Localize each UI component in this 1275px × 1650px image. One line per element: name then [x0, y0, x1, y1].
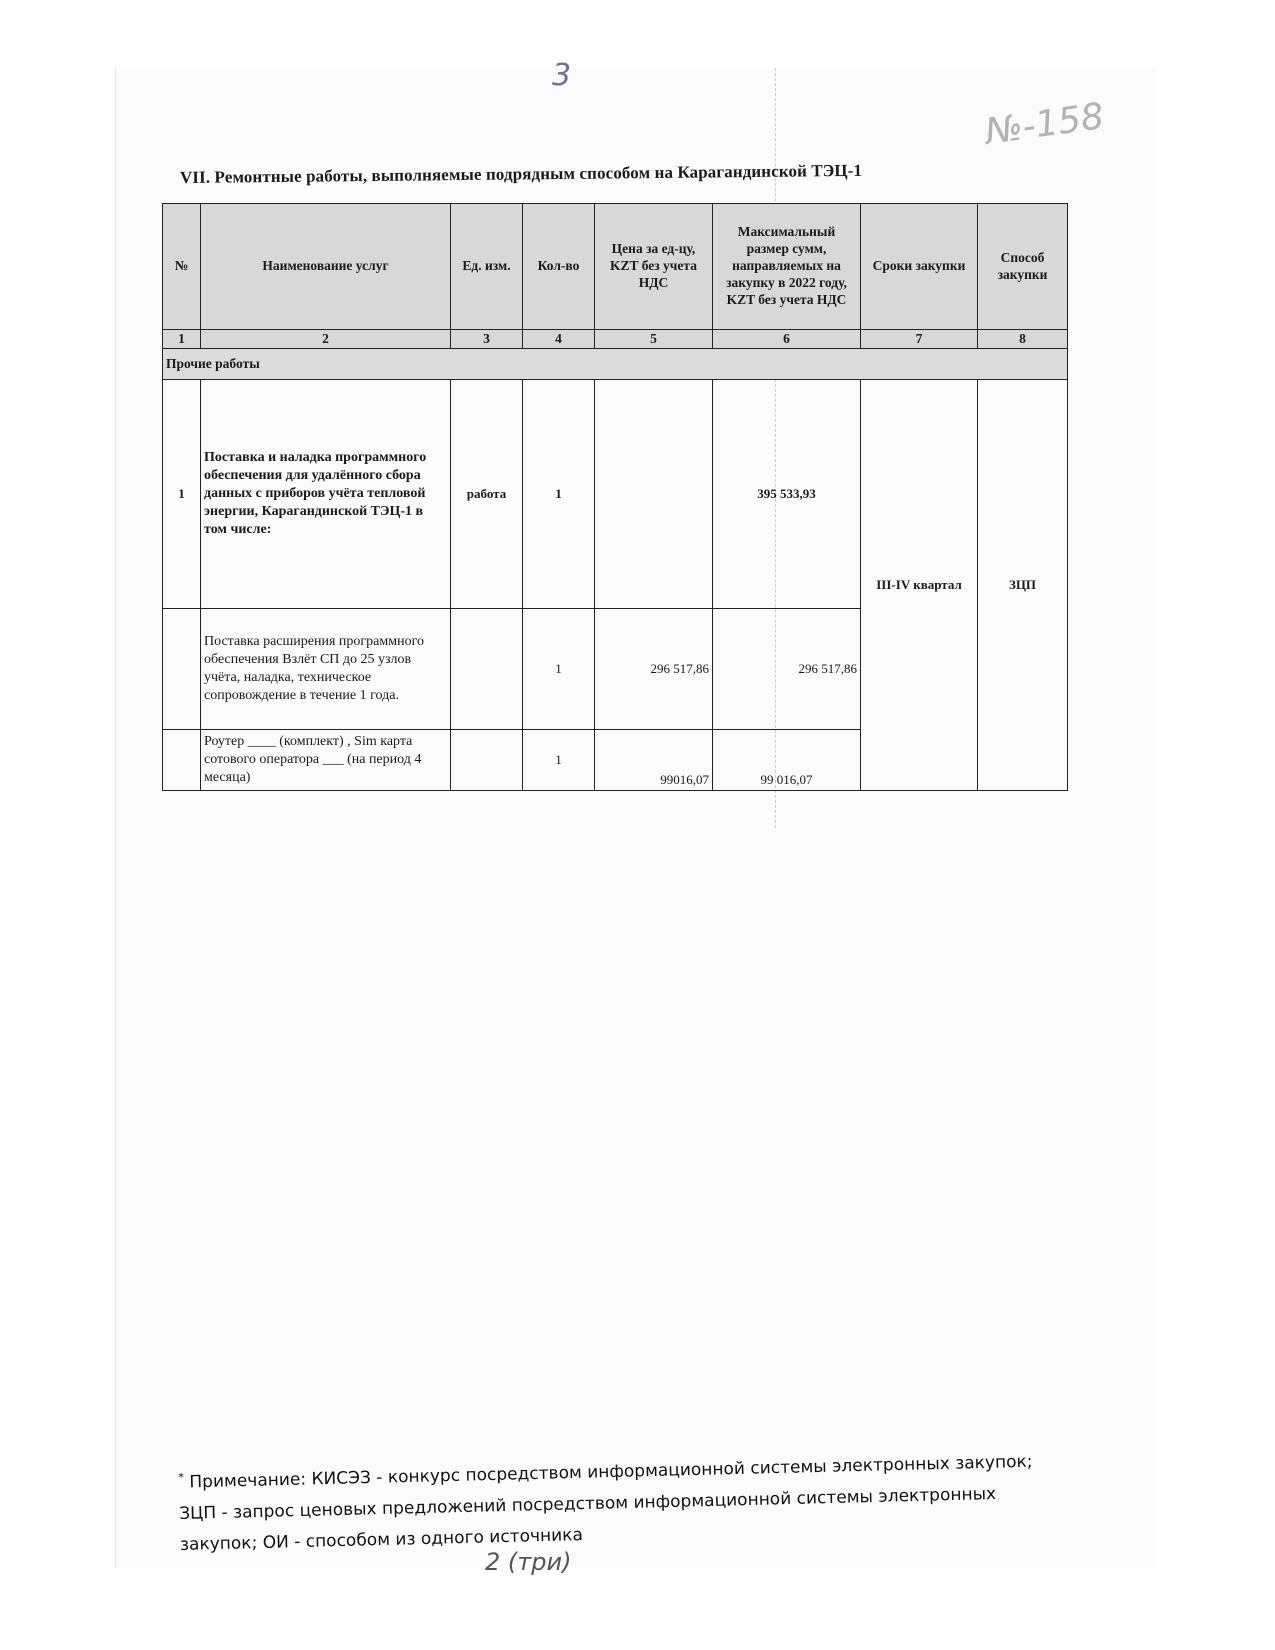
header-name: Наименование услуг: [201, 204, 451, 330]
row-name: Роутер ____ (комплект) , Sim карта сотового оператора ___ (на период 4 месяца): [201, 730, 451, 791]
handwritten-page-number: 3: [552, 58, 572, 93]
row-max-sum: 395 533,93: [713, 380, 861, 609]
handwritten-bottom-note: 2 (три): [485, 1548, 572, 1576]
procurement-table: [162, 203, 1068, 791]
procurement-method: ЗЦП: [978, 380, 1068, 791]
procurement-period: III-IV квартал: [861, 380, 978, 791]
row-max-sum: 99 016,07: [713, 730, 861, 791]
row-unit: [451, 609, 523, 730]
header-num: №: [163, 204, 201, 330]
row-price: [595, 380, 713, 609]
column-number: 5: [595, 330, 713, 349]
row-name: Поставка расширения программного обеспечения Взлёт СП до 25 узлов учёта, наладка, техническое сопровождение в течение 1 года.: [201, 609, 451, 730]
row-number: [163, 609, 201, 730]
row-price: 99016,07: [595, 730, 713, 791]
row-qty: 1: [523, 609, 595, 730]
row-unit: [451, 730, 523, 791]
footnote-text: Примечание: КИСЭЗ - конкурс посредством информационной системы электронных закупок; ЗЦП - запрос ценовых предложений посредством информационной системы электронных закупок; ОИ - способом из одного источника: [179, 1451, 1033, 1555]
header-qty: Кол-во: [523, 204, 595, 330]
header-period: Сроки закупки: [861, 204, 978, 330]
column-number: 2: [201, 330, 451, 349]
column-number: 4: [523, 330, 595, 349]
category-label: Прочие работы: [163, 349, 1068, 380]
column-number-row: [163, 330, 1068, 349]
column-number: 1: [163, 330, 201, 349]
row-unit: работа: [451, 380, 523, 609]
header-method: Способ закупки: [978, 204, 1068, 330]
row-max-sum: 296 517,86: [713, 609, 861, 730]
header-unit: Ед. изм.: [451, 204, 523, 330]
row-number: 1: [163, 380, 201, 609]
header-price: Цена за ед-цу, KZT без учета НДС: [595, 204, 713, 330]
section-title: VII. Ремонтные работы, выполняемые подрядным способом на Карагандинской ТЭЦ-1: [179, 160, 863, 187]
column-number: 8: [978, 330, 1068, 349]
handwritten-registry-number: №-158: [982, 95, 1107, 154]
row-name: Поставка и наладка программного обеспечения для удалённого сбора данных с приборов учёта тепловой энергии, Карагандинской ТЭЦ-1 в том числе:: [201, 380, 451, 609]
table-row: [163, 380, 1068, 609]
column-number: 7: [861, 330, 978, 349]
column-number: 3: [451, 330, 523, 349]
row-price: 296 517,86: [595, 609, 713, 730]
header-max-sum: Максимальный размер сумм, направляемых на закупку в 2022 году, KZT без учета НДС: [713, 204, 861, 330]
row-qty: 1: [523, 380, 595, 609]
row-number: [163, 730, 201, 791]
row-qty: 1: [523, 730, 595, 791]
header-row: [163, 204, 1068, 330]
column-number: 6: [713, 330, 861, 349]
category-row: [163, 349, 1068, 380]
footnote-marker: *: [178, 1470, 185, 1484]
